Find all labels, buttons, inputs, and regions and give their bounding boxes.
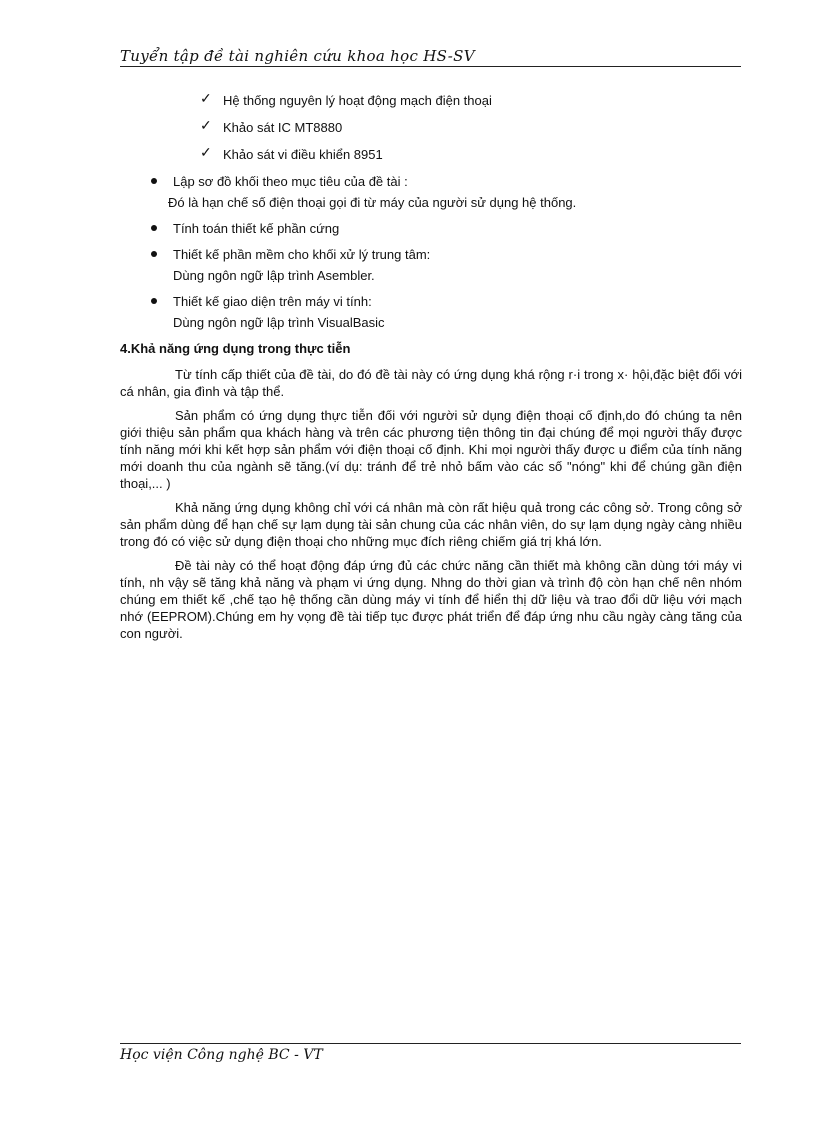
bullet-icon: [151, 178, 157, 184]
page-footer: [120, 1043, 741, 1063]
bullet-item: [120, 220, 742, 238]
check-list-item: [120, 146, 742, 173]
paragraph: Sản phẩm có ứng dụng thực tiễn đối với người sử dụng điện thoại cố định,do đó chúng ta nên giới thiệu sản phẩm qua khách hàng và trên các phương tiện thông tin đại chúng để mọi người thấy được tính năng mới khi kết hợp sản phẩm với điện thoại cố định. Khi mọi người thấy được u điểm của tính năng mới doanh thu của ngành sẽ tăng.(ví dụ: tránh để trẻ nhỏ bấm vào các số "nóng" khi để chúng gần điện thoại,... ): [120, 408, 742, 491]
paragraph: Khả năng ứng dụng không chỉ với cá nhân mà còn rất hiệu quả trong các công sở. Trong công sở sản phẩm dùng để hạn chế sự lạm dụng tài sản chung của các nhân viên, do sự lạm dụng ngày càng nhiều trong đó có việc sử dụng điện thoại cho những mục đích riêng chiếm giá trị khá lớn.: [120, 500, 742, 549]
bullet-icon: [151, 225, 157, 231]
bullet-title: Tính toán thiết kế phần cứng: [173, 221, 340, 236]
bullet-icon: [151, 251, 157, 257]
bullet-title: Thiết kế giao diện trên máy vi tính:: [173, 294, 372, 309]
check-item-text: Khảo sát IC MT8880: [223, 120, 343, 135]
paragraph: Từ tính cấp thiết của đề tài, do đó đề tài này có ứng dụng khá rộng r·i trong x· hội,đặc biệt đối với cá nhân, gia đình và tập thể.: [120, 367, 742, 399]
page-content: [120, 92, 742, 649]
footer-title: Học viện Công nghệ BC - VT: [120, 1047, 323, 1063]
check-list-item: [120, 92, 742, 119]
bullet-title: Lập sơ đồ khối theo mục tiêu của đề tài :: [173, 174, 408, 189]
bullet-item: [120, 173, 742, 212]
check-item-text: Khảo sát vi điều khiển 8951: [223, 147, 383, 162]
bullet-item: [120, 246, 742, 285]
check-item-text: Hệ thống nguyên lý hoạt động mạch điện thoại: [223, 93, 492, 108]
bullet-icon: [151, 298, 157, 304]
bullet-subtext: Dùng ngôn ngữ lập trình VisualBasic: [173, 315, 385, 330]
checkmark-icon: ✓: [200, 117, 212, 133]
bullet-title: Thiết kế phần mềm cho khối xử lý trung tâm:: [173, 247, 431, 262]
page-header: [120, 42, 741, 67]
section-heading: 4.Khả năng ứng dụng trong thực tiễn: [120, 341, 351, 356]
paragraph: Đề tài này có thể hoạt động đáp ứng đủ các chức năng cần thiết mà không cần dùng tới máy vi tính, nh vậy sẽ tăng khả năng và phạm vi ứng dụng. Nhng do thời gian và trình độ còn hạn chế nên nhóm chúng em thiết kế ,chế tạo hệ thống cần dùng máy vi tính để hiển thị dữ liệu và trao đổi dữ liệu với mạch nhớ (EEPROM).Chúng em hy vọng đề tài tiếp tục được phát triển để đáp ứng nhu cầu ngày càng tăng của con người.: [120, 558, 742, 641]
bullet-subtext: Đó là hạn chế số điện thoại gọi đi từ máy của người sử dụng hệ thống.: [168, 195, 577, 210]
check-list-item: [120, 119, 742, 146]
checkmark-icon: ✓: [200, 144, 212, 160]
header-title: Tuyển tập đề tài nghiên cứu khoa học HS-SV: [120, 47, 475, 65]
bullet-subtext: Dùng ngôn ngữ lập trình Asembler.: [173, 268, 375, 283]
checkmark-icon: ✓: [200, 90, 212, 106]
bullet-item: [120, 293, 742, 332]
